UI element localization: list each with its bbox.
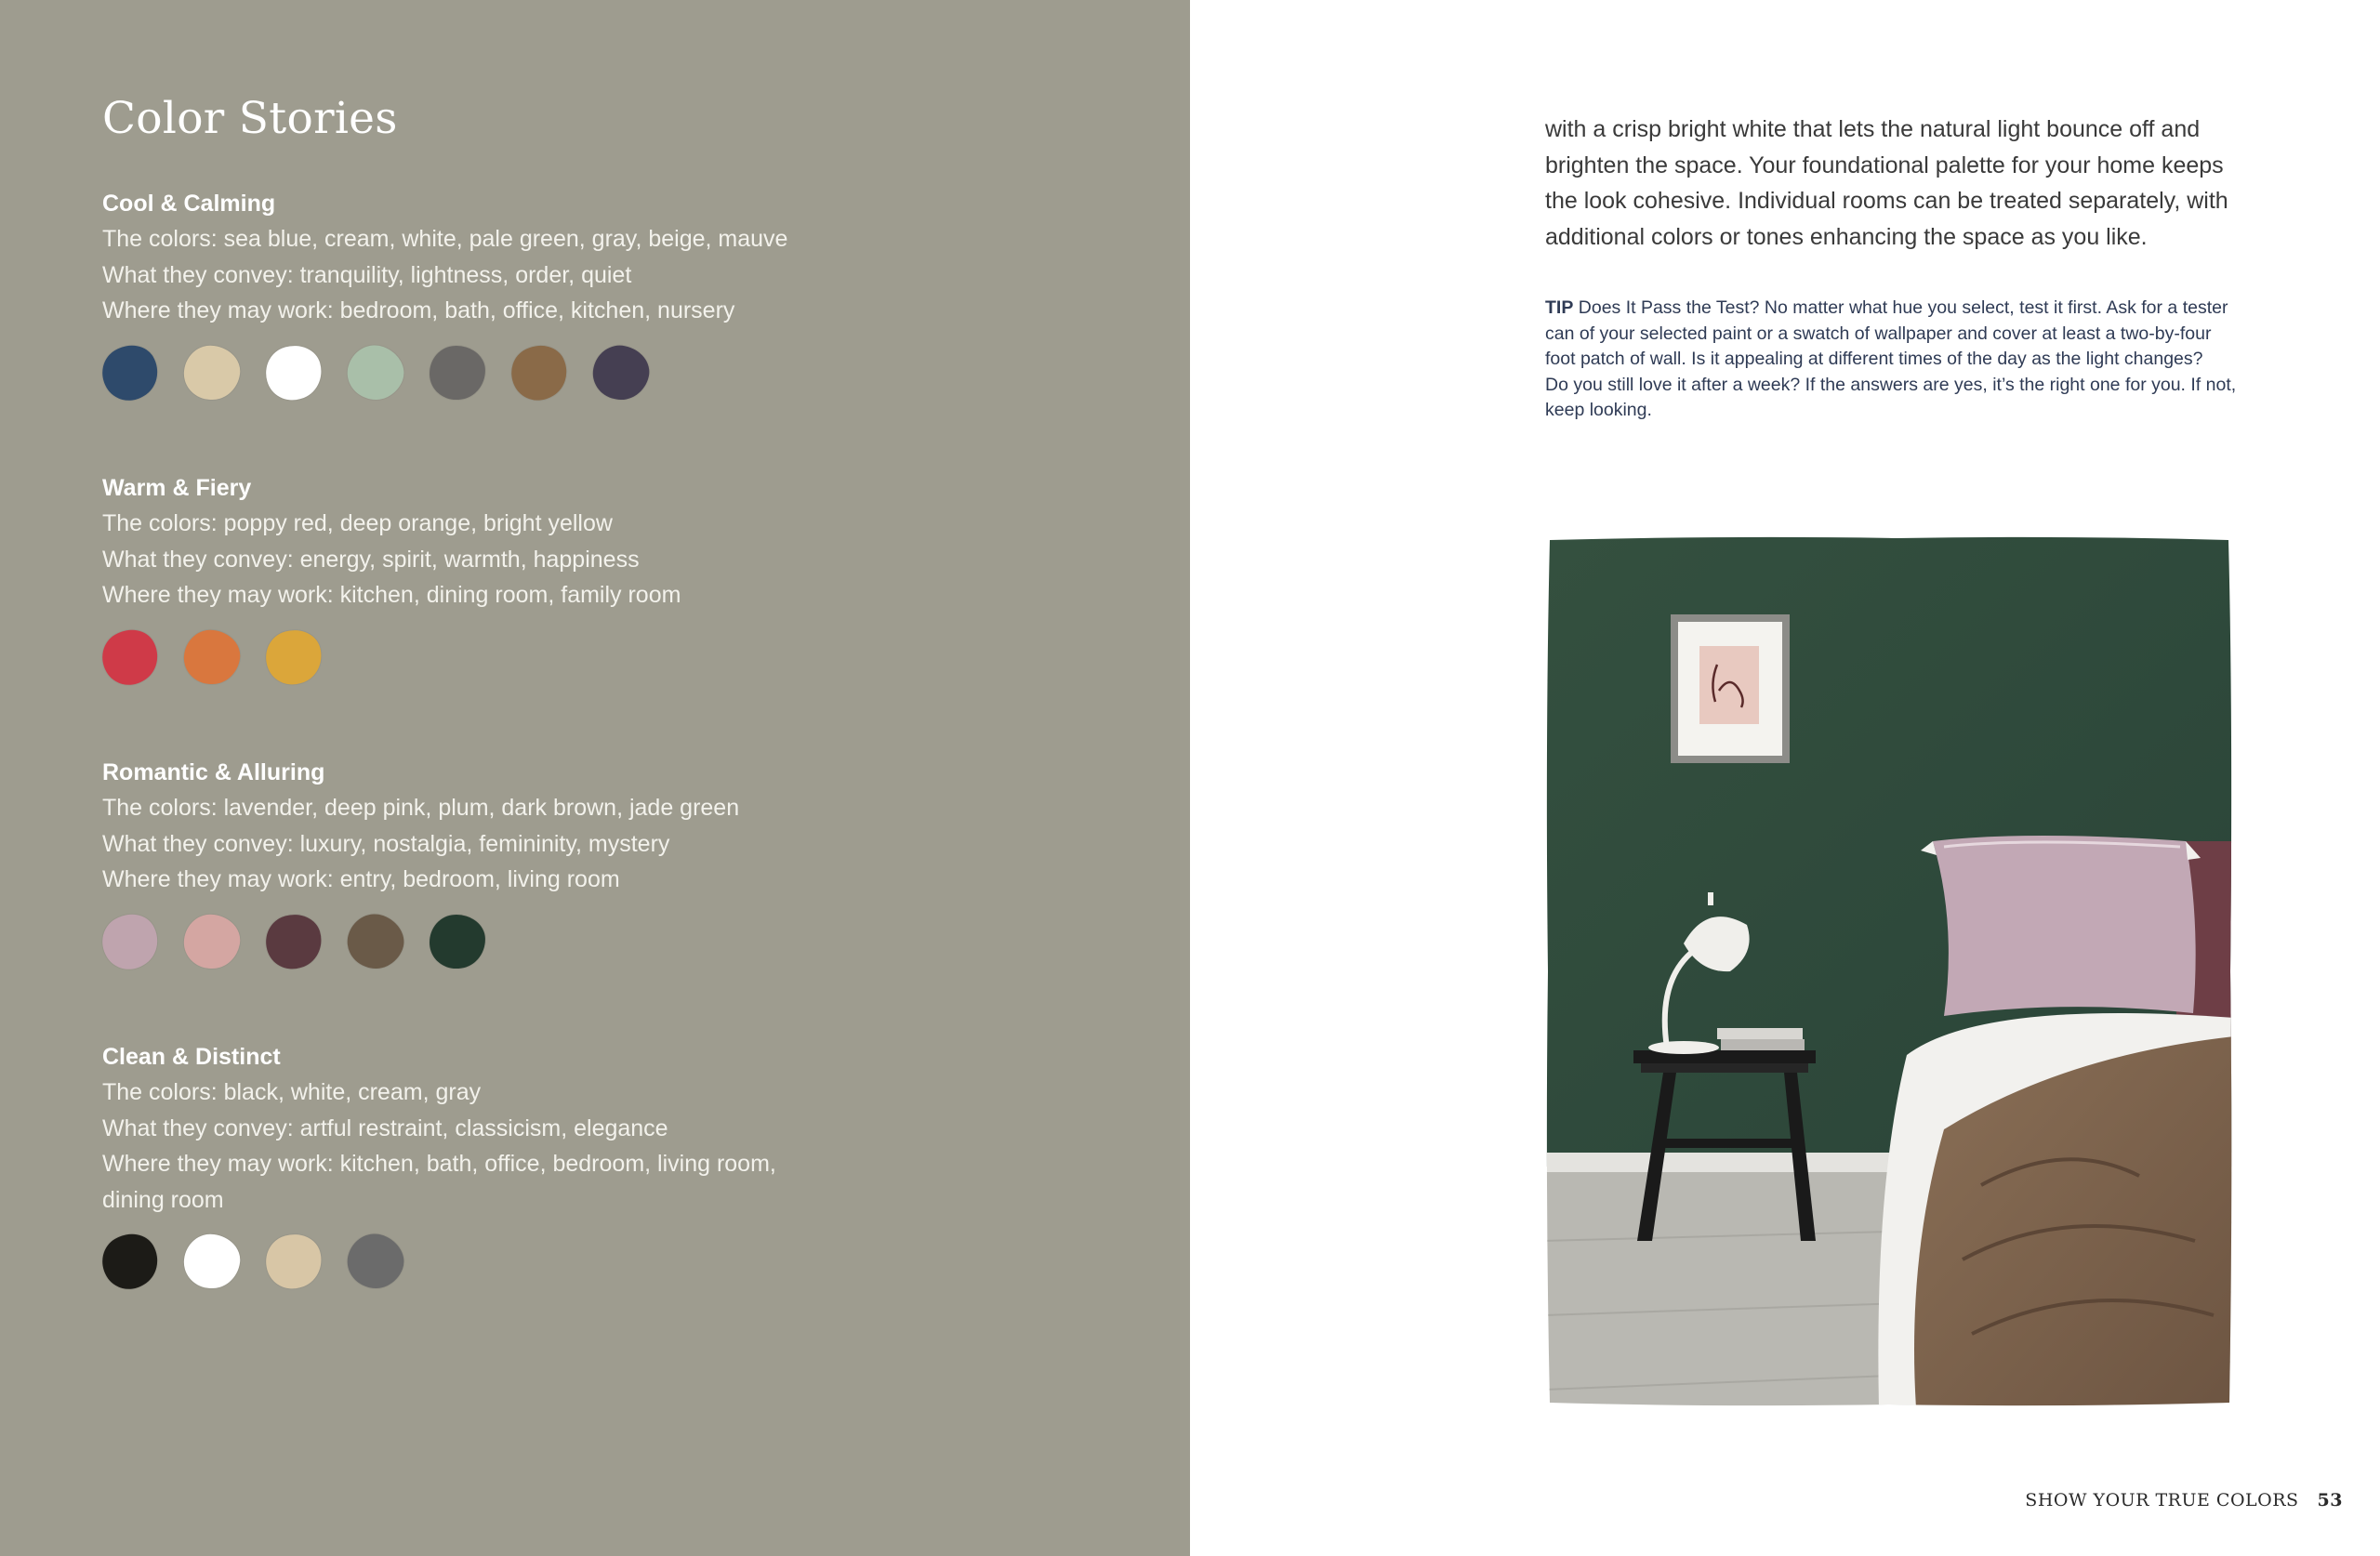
story-heading: Romantic & Alluring [102,759,325,785]
story-convey-line: What they convey: luxury, nostalgia, femininity, mystery [102,830,670,857]
color-swatch [181,911,244,971]
story-romantic-alluring [102,755,827,969]
tip-line: Do you still love it after a week? If the answers are yes, it’s the right one for you. If not, [1545,374,2237,395]
tip-box [1545,296,2289,424]
story-convey-line: What they convey: artful restraint, classicism, elegance [102,1114,668,1141]
story-heading: Clean & Distinct [102,1044,281,1070]
body-paragraph [1545,112,2270,255]
story-cool-calming [102,186,827,400]
color-swatch [93,619,168,693]
book [1717,1028,1803,1039]
story-clean-distinct [102,1039,827,1288]
tip-line [1545,296,2289,322]
story-colors-line: The colors: poppy red, deep orange, bright yellow [102,510,613,536]
swatch-row [102,630,827,684]
story-colors-line: The colors: sea blue, cream, white, pale green, gray, beige, mauve [102,226,788,252]
page-footer [2008,1490,2343,1510]
story-colors-line: The colors: black, white, cream, gray [102,1079,482,1105]
tip-label: TIP [1545,297,1574,318]
color-swatch [259,1228,328,1295]
color-swatch [259,338,328,405]
story-where-line: Where they may work: entry, bedroom, living room [102,866,620,892]
color-swatch [259,907,328,974]
story-convey-line: What they convey: tranquility, lightness, order, quiet [102,261,632,288]
story-where-line: Where they may work: kitchen, bath, office, bedroom, living room, [102,1151,776,1177]
color-swatch [93,903,168,978]
body-line: brighten the space. Your foundational palette for your home keeps [1545,152,2224,178]
story-where-line-continued: dining room [102,1186,224,1213]
page-number: 53 [2317,1490,2343,1510]
color-swatch [340,906,412,977]
body-line: additional colors or tones enhancing the space as you like. [1545,223,2148,250]
body-line: the look cohesive. Individual rooms can be treated separately, with [1545,188,2228,214]
color-swatch [340,337,412,408]
story-where-line: Where they may work: kitchen, dining room, family room [102,582,681,608]
color-swatch [181,626,244,687]
running-head: SHOW YOUR TRUE COLORS [2025,1490,2299,1510]
color-swatch [340,1226,412,1297]
color-swatch [93,335,168,409]
color-swatch [259,623,328,690]
tip-text: Does It Pass the Test? No matter what hue you select, test it first. Ask for a tester [1578,297,2228,318]
tip-line: can of your selected paint or a swatch of wallpaper and cover at least a two-by-four [1545,323,2212,344]
color-swatch [181,1232,244,1292]
right-page [1190,0,2380,1556]
story-convey-line: What they convey: energy, spirit, warmth, happiness [102,546,640,573]
swatch-row [102,1234,827,1288]
body-line: with a crisp bright white that lets the natural light bounce off and [1545,116,2201,142]
lamp-base [1648,1041,1719,1054]
story-colors-line: The colors: lavender, deep pink, plum, dark brown, jade green [102,795,740,821]
color-swatch [429,344,486,400]
color-swatch [429,913,486,969]
pillow [1933,836,2196,1016]
bedroom-illustration [1544,534,2234,1408]
color-swatch [588,340,654,404]
swatch-row [102,346,827,400]
tip-line: keep looking. [1545,400,1652,420]
swatch-row [102,915,827,969]
color-swatch [93,1224,168,1299]
color-swatch [181,342,244,402]
tip-line: foot patch of wall. Is it appealing at different times of the day as the light changes? [1545,349,2203,369]
book [1721,1039,1805,1050]
art-pink [1699,646,1759,724]
page-title: Color Stories [102,93,398,144]
story-where-line: Where they may work: bedroom, bath, office, kitchen, nursery [102,297,735,323]
color-swatch [503,336,576,409]
story-heading: Cool & Calming [102,191,276,217]
story-heading: Warm & Fiery [102,475,252,501]
story-warm-fiery [102,470,827,684]
